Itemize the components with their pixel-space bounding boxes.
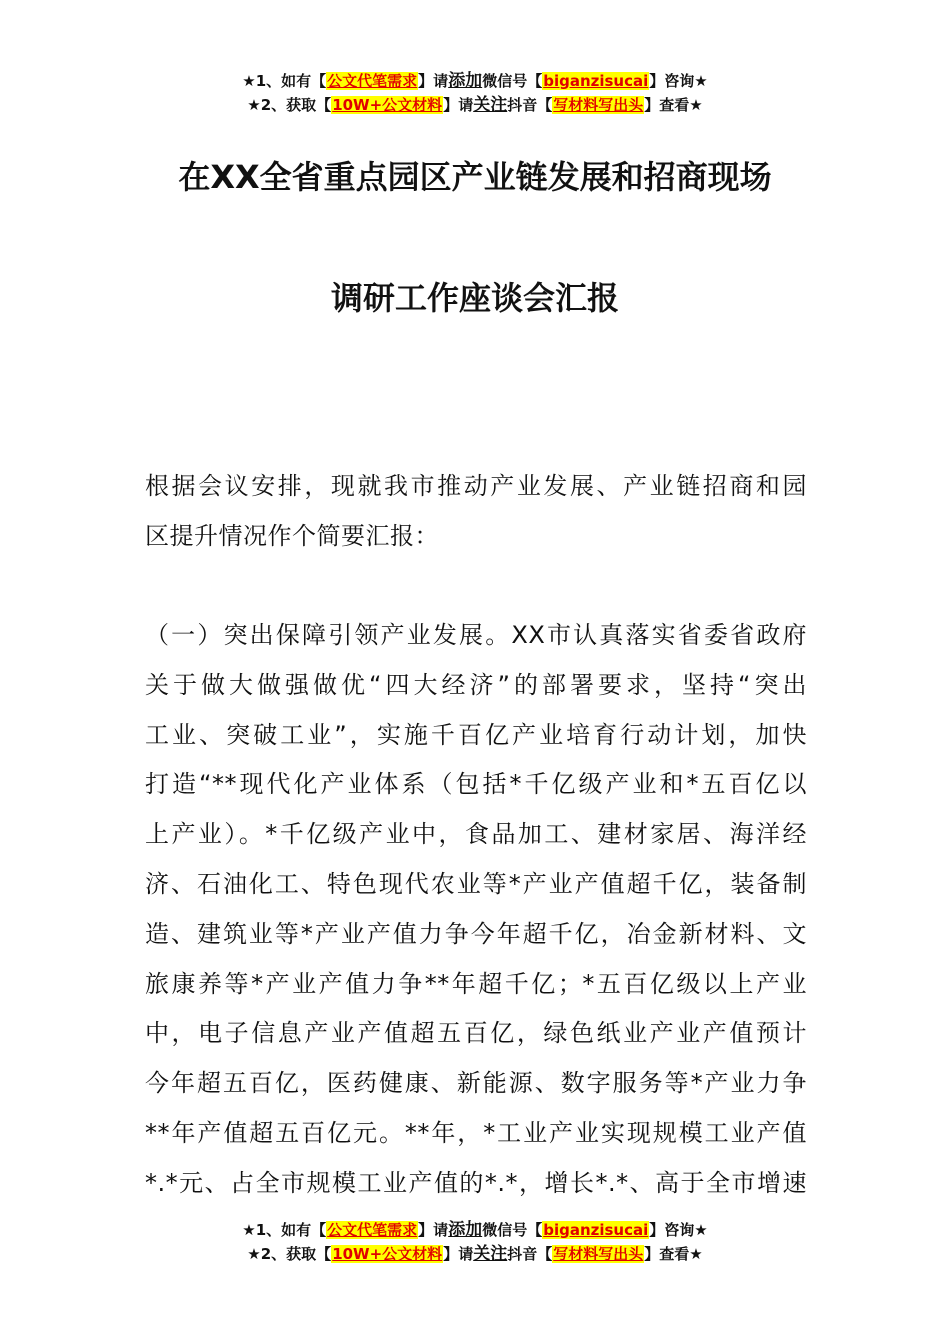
promo-text: ★1、如有【 <box>242 1221 327 1239</box>
text-line: 根据会议安排，现就我市推动产业发展、产业链招商和园 <box>145 472 807 500</box>
promo-underline: 关注 <box>473 1244 508 1264</box>
text-line: 关于做大做强做优“四大经济”的部署要求，坚持“突出 <box>145 670 807 699</box>
promo-highlight: 写材料写出头 <box>553 1245 644 1263</box>
promo-text: 微信号【 <box>482 1221 543 1239</box>
promo-line-2 <box>0 1242 950 1266</box>
text-line: 打造“**现代化产业体系（包括*千亿级产业和*五百亿以 <box>145 770 807 799</box>
promo-text: 抖音【 <box>507 1245 553 1263</box>
promo-text: 】咨询★ <box>649 72 708 90</box>
promo-text: 抖音【 <box>507 96 553 114</box>
text-line: （一）突出保障引领产业发展。XX市认真落实省委省政府 <box>145 621 807 649</box>
promo-text: 】请 <box>443 1245 474 1263</box>
text-line: 区提升情况作个简要汇报： <box>145 521 439 550</box>
promo-text: 】请 <box>418 1221 449 1239</box>
promo-line-2 <box>0 93 950 117</box>
promo-highlight: biganzisucai <box>543 72 649 90</box>
text-line: 上产业）。*千亿级产业中，食品加工、建材家居、海洋经 <box>145 820 807 849</box>
promo-text: 微信号【 <box>482 72 543 90</box>
promo-header <box>0 69 950 117</box>
text-line: 旅康养等*产业产值力争**年超千亿；*五百亿级以上产业 <box>145 969 807 998</box>
text-line: *.*元、占全市规模工业产值的*.*，增长*.*、高于全市增速 <box>145 1168 807 1197</box>
promo-text: 】咨询★ <box>649 1221 708 1239</box>
text-line: 今年超五百亿，医药健康、新能源、数字服务等*产业力争 <box>145 1069 807 1098</box>
text-line: 济、石油化工、特色现代农业等*产业产值超千亿，装备制 <box>145 870 807 898</box>
promo-highlight: 10W+公文材料 <box>332 96 443 114</box>
title-line-2: 调研工作座谈会汇报 <box>330 279 619 317</box>
promo-highlight: 公文代笔需求 <box>327 72 418 90</box>
promo-text: 】请 <box>443 96 474 114</box>
text-line: 造、建筑业等*产业产值力争今年超千亿，冶金新材料、文 <box>145 919 807 948</box>
promo-line-1 <box>0 1218 950 1242</box>
promo-text: 】查看★ <box>644 1245 703 1263</box>
promo-highlight: 10W+公文材料 <box>332 1245 443 1263</box>
promo-highlight: biganzisucai <box>543 1221 649 1239</box>
promo-text: ★2、获取【 <box>247 96 332 114</box>
promo-underline: 添加 <box>448 1220 483 1240</box>
text-line: **年产值超五百亿元。**年，*工业产业实现规模工业产值 <box>145 1119 807 1147</box>
promo-text: ★2、获取【 <box>247 1245 332 1263</box>
promo-underline: 关注 <box>473 95 508 115</box>
promo-text: 】查看★ <box>644 96 703 114</box>
promo-highlight: 公文代笔需求 <box>327 1221 418 1239</box>
promo-highlight: 写材料写出头 <box>553 96 644 114</box>
text-line: 中，电子信息产业产值超五百亿，绿色纸业产业产值预计 <box>145 1019 807 1048</box>
promo-footer <box>0 1218 950 1266</box>
promo-text: ★1、如有【 <box>242 72 327 90</box>
title-line-1: 在XX全省重点园区产业链发展和招商现场 <box>178 158 772 196</box>
promo-underline: 添加 <box>448 71 483 91</box>
text-line: 工业、突破工业”，实施千百亿产业培育行动计划，加快 <box>145 720 807 749</box>
promo-line-1 <box>0 69 950 93</box>
promo-text: 】请 <box>418 72 449 90</box>
